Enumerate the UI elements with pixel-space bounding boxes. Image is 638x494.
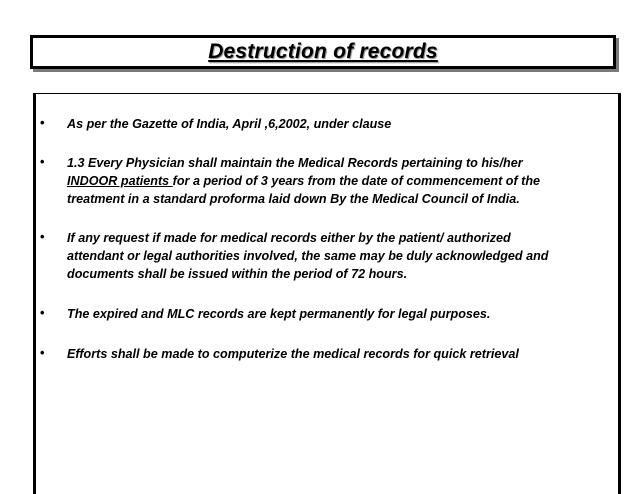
bullet-glyph: • <box>40 305 45 320</box>
bullet-line: attendant or legal authorities involved, the same may be duly acknowledged and <box>67 249 549 263</box>
bullet-line: 1.3 Every Physician shall maintain the Medical Records pertaining to his/her <box>67 156 523 170</box>
bullet-line: The expired and MLC records are kept permanently for legal purposes. <box>67 307 491 321</box>
title-box <box>30 35 616 69</box>
bullet-line: treatment in a standard proforma laid down By the Medical Council of India. <box>67 192 520 206</box>
bullet-line: documents shall be issued within the period of 72 hours. <box>67 267 408 281</box>
bullet-line-indoor <box>67 172 615 190</box>
bullet-glyph: • <box>40 229 45 244</box>
bullet-line: Efforts shall be made to computerize the medical records for quick retrieval <box>67 347 519 361</box>
slide-title: Destruction of records <box>208 40 438 63</box>
bullet-glyph: • <box>40 154 45 169</box>
bullet-glyph: • <box>40 345 45 360</box>
bullet-line: As per the Gazette of India, April ,6,2002, under clause <box>67 117 392 131</box>
bullet-glyph: • <box>40 115 45 130</box>
bullet-line: If any request if made for medical records either by the patient/ authorized <box>67 231 511 245</box>
indoor-patients-text: INDOOR patients <box>67 174 173 188</box>
bullet-line-rest: for a period of 3 years from the date of commencement of the <box>172 174 541 188</box>
